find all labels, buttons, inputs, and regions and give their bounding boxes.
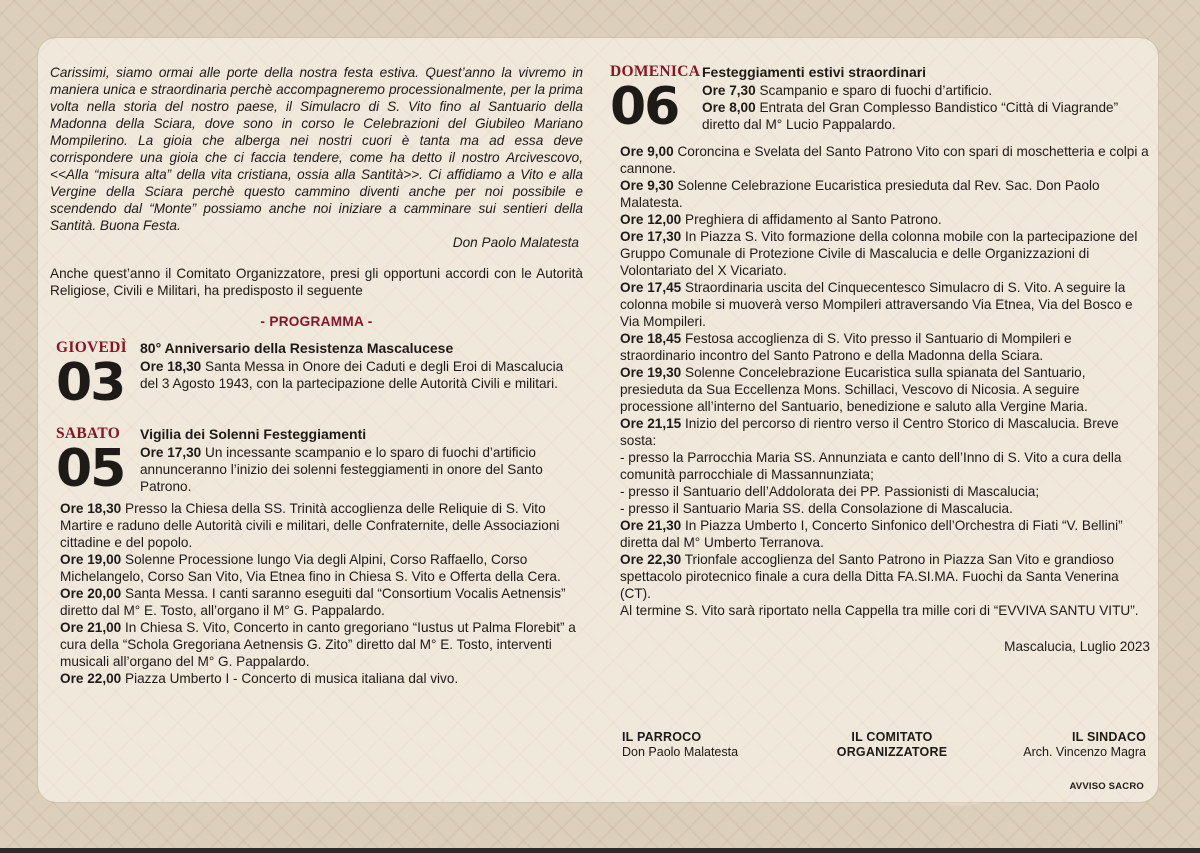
event-item xyxy=(60,619,583,670)
event-text: - presso la Parrocchia Maria SS. Annunziata e canto dell’Inno di S. Vito a cura della comunità parrocchiale di Massannunziata; xyxy=(620,450,1122,482)
day-domenica xyxy=(610,63,1150,137)
signature-role: IL SINDACO xyxy=(1072,730,1146,744)
event-list xyxy=(140,444,583,495)
signature-parroco xyxy=(622,730,738,760)
event-text: Scampanio e sparo di fuochi d’artificio. xyxy=(759,83,993,98)
event-item xyxy=(620,228,1150,279)
event-text: Un incessante scampanio e lo sparo di fuochi d’artificio annunceranno l’inizio dei solenni festeggiamenti in onore del Santo Patrono. xyxy=(140,445,543,494)
event-time: Ore 18,30 xyxy=(140,359,202,374)
event-item xyxy=(620,177,1150,211)
event-item xyxy=(60,551,583,585)
day-content xyxy=(140,426,583,495)
day-badge xyxy=(56,425,140,499)
event-text: Inizio del percorso di rientro verso il Centro Storico di Mascalucia. Breve sosta: xyxy=(620,416,1119,448)
event-item xyxy=(620,517,1150,551)
event-item xyxy=(620,330,1150,364)
event-time: Ore 21,15 xyxy=(620,416,682,431)
event-text: Coroncina e Svelata del Santo Patrono Vito con spari di moschetteria e colpi a cannone. xyxy=(620,144,1149,176)
event-time: Ore 8,00 xyxy=(702,100,756,115)
event-time: Ore 20,00 xyxy=(60,586,122,601)
event-item xyxy=(702,99,1150,133)
event-text: Santa Messa in Onore dei Caduti e degli Eroi di Mascalucia del 3 Agosto 1943, con la partecipazione delle Autorità Civili e militari. xyxy=(140,359,564,391)
event-text: - presso il Santuario Maria SS. della Consolazione di Mascalucia. xyxy=(620,501,1013,516)
day-number: 06 xyxy=(610,77,679,137)
intro-signature: Don Paolo Malatesta xyxy=(452,235,579,250)
signature-role: IL PARROCO xyxy=(622,730,702,744)
signature-sindaco xyxy=(1023,730,1146,760)
event-text: Trionfale accoglienza del Santo Patrono in Piazza San Vito e grandioso spettacolo pirotecnico finale a cura della Ditta FA.SI.MA. Fuochi da Santa Venerina (CT). xyxy=(620,552,1119,601)
day-title: 80° Anniversario della Resistenza Mascalucese xyxy=(140,340,454,356)
signature-name: Don Paolo Malatesta xyxy=(622,745,739,759)
programma-title: - PROGRAMMA - xyxy=(260,314,373,329)
event-time: Ore 17,30 xyxy=(620,229,682,244)
event-item xyxy=(620,449,1150,483)
event-item xyxy=(620,143,1150,177)
day-content xyxy=(140,340,583,392)
event-time: Ore 21,00 xyxy=(60,620,122,635)
event-text: Festosa accoglienza di S. Vito presso il Santuario di Mompileri e straordinario incontro del Santo Patrono e della Madonna della Sciara. xyxy=(620,331,1072,363)
right-column xyxy=(610,63,1150,655)
event-item xyxy=(60,585,583,619)
event-item xyxy=(140,444,583,495)
day-title: Vigilia dei Solenni Festeggiamenti xyxy=(140,426,367,442)
event-text: Straordinaria uscita del Cinquecentesco Simulacro di S. Vito. A seguire la colonna mobile si muoverà verso Mompileri attraversando Via Etnea, Via del Bosco e Via Mompileri. xyxy=(620,280,1133,329)
event-list xyxy=(702,82,1150,133)
event-item xyxy=(620,483,1150,500)
event-list-continued xyxy=(60,500,583,687)
event-list xyxy=(140,358,583,392)
event-item xyxy=(620,211,1150,228)
event-item xyxy=(620,415,1150,449)
event-item xyxy=(620,364,1150,415)
day-name: DOMENICA xyxy=(610,63,701,80)
day-giovedi xyxy=(50,339,583,413)
event-text: Solenne Processione lungo Via degli Alpini, Corso Raffaello, Corso Michelangelo, Corso San Vito, Via Etnea fino in Chiesa S. Vito e Offerta della Cera. xyxy=(60,552,561,584)
event-item xyxy=(60,500,583,551)
signature-role: IL COMITATO ORGANIZZATORE xyxy=(836,730,948,759)
event-text: Preghiera di affidamento al Santo Patrono. xyxy=(685,212,942,227)
day-badge xyxy=(56,339,140,413)
event-time: Ore 7,30 xyxy=(702,83,756,98)
event-time: Ore 17,45 xyxy=(620,280,682,295)
event-time: Ore 19,30 xyxy=(620,365,682,380)
event-time: Ore 12,00 xyxy=(620,212,682,227)
event-time: Ore 18,30 xyxy=(60,501,122,516)
event-item xyxy=(60,670,583,687)
event-item xyxy=(620,551,1150,602)
event-item xyxy=(140,358,583,392)
event-text: Al termine S. Vito sarà riportato nella Cappella tra mille cori di “EVVIVA SANTU VITU”. xyxy=(620,603,1139,618)
day-sabato xyxy=(50,425,583,499)
event-text: Santa Messa. I canti saranno eseguiti dal “Consortium Vocalis Aetnensis” diretto dal M° E. Tosto, all’organo il M° G. Pappalardo. xyxy=(60,586,566,618)
left-column xyxy=(50,64,583,687)
event-time: Ore 9,00 xyxy=(620,144,674,159)
event-item xyxy=(620,279,1150,330)
signature-name: Arch. Vincenzo Magra xyxy=(1023,745,1146,759)
event-time: Ore 17,30 xyxy=(140,445,202,460)
event-text: In Piazza Umberto I, Concerto Sinfonico dell’Orchestra di Fiati “V. Bellini” diretta dal M° Umberto Terranova. xyxy=(620,518,1123,550)
event-text: In Piazza S. Vito formazione della colonna mobile con la partecipazione del Gruppo Comunale di Protezione Civile di Mascalucia e delle Organizzazioni di Volontariato del X Vicariato. xyxy=(620,229,1138,278)
event-item xyxy=(620,602,1150,619)
event-text: Entrata del Gran Complesso Bandistico “Città di Viagrande” diretto dal M° Lucio Pappalardo. xyxy=(702,100,1119,132)
window-bottom-edge xyxy=(0,848,1200,853)
event-item xyxy=(620,500,1150,517)
place-date: Mascalucia, Luglio 2023 xyxy=(1004,639,1150,654)
event-time: Ore 9,30 xyxy=(620,178,674,193)
event-text: In Chiesa S. Vito, Concerto in canto gregoriano “Iustus ut Palma Florebit” a cura della “Schola Gregoriana Aetnensis G. Zito” diretto dal M° E. Tosto, interventi musicali all’organo del M° G. Pappalardo. xyxy=(60,620,576,669)
day-title: Festeggiamenti estivi straordinari xyxy=(702,64,927,80)
event-time: Ore 21,30 xyxy=(620,518,682,533)
day-number: 03 xyxy=(56,353,125,413)
avviso-sacro-note: AVVISO SACRO xyxy=(1069,781,1144,792)
event-text: Solenne Celebrazione Eucaristica presieduta dal Rev. Sac. Don Paolo Malatesta. xyxy=(620,178,1100,210)
committee-text: Anche quest’anno il Comitato Organizzatore, presi gli opportuni accordi con le Autorità Religiose, Civili e Militari, ha predisposto il seguente xyxy=(50,266,583,298)
event-text: Presso la Chiesa della SS. Trinità accoglienza delle Reliquie di S. Vito Martire e raduno delle Autorità civili e militari, delle Confraternite, delle Associazioni cittadine e del popolo. xyxy=(60,501,560,550)
day-name: GIOVEDÌ xyxy=(56,339,128,356)
event-list-continued xyxy=(620,143,1150,619)
event-time: Ore 22,00 xyxy=(60,671,122,686)
event-text: Solenne Concelebrazione Eucaristica sulla spianata del Santuario, presieduta da Sua Eccellenza Mons. Schillaci, Vescovo di Nicosia. A seguire processione all’interno del Santuario, benedizione e saluto alla Vergine Maria. xyxy=(620,365,1088,414)
event-time: Ore 18,45 xyxy=(620,331,682,346)
event-text: Piazza Umberto I - Concerto di musica italiana dal vivo. xyxy=(125,671,459,686)
event-item xyxy=(702,82,1150,99)
event-text: - presso il Santuario dell’Addolorata dei PP. Passionisti di Mascalucia; xyxy=(620,484,1040,499)
day-number: 05 xyxy=(56,439,125,499)
day-content xyxy=(702,64,1150,133)
day-name: SABATO xyxy=(56,425,121,442)
event-time: Ore 22,30 xyxy=(620,552,682,567)
day-badge xyxy=(610,63,702,137)
intro-text: Carissimi, siamo ormai alle porte della nostra festa estiva. Quest’anno la vivremo in maniera unica e straordinaria perchè accompagneremo processionalmente, per la prima volta nella storia del nostro paese, il Simulacro di S. Vito fino al Santuario della Madonna della Sciara, dove sono in corso le Celebrazioni del Giubileo Mariano Mompilerino. La gioia che alberga nei nostri cuori è tanta ma ad essa deve corrispondere una gioia che ci faccia tendere, come ha detto il nostro Arcivescovo, <<Alla “misura alta” della vita cristiana, ossia alla Santità>>. Ci affidiamo a Vito e alla Vergine della Sciara perchè questo cammino diventi anche per noi possibile e scendendo dal “Monte” possiamo anche noi iniziare a camminare sui sentieri della Santità. Buona Festa. xyxy=(50,65,583,233)
event-time: Ore 19,00 xyxy=(60,552,122,567)
signature-comitato xyxy=(827,730,957,760)
